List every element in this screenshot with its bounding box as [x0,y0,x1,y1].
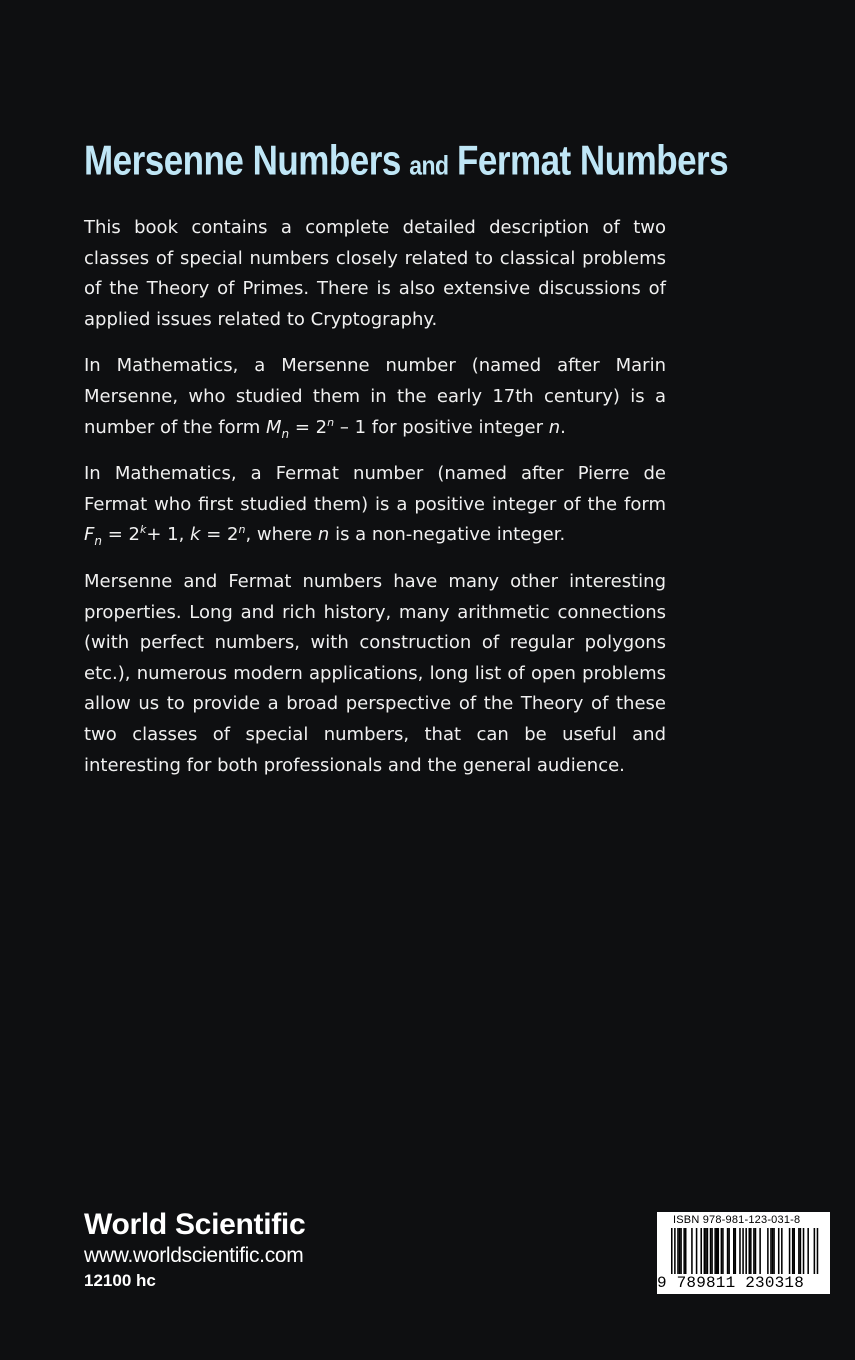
barcode-bar [798,1228,800,1274]
isbn-barcode [657,1212,830,1294]
title-part-fermat: Fermat Numbers [457,138,729,185]
product-code: 12100 hc [84,1271,156,1290]
title-part-mersenne: Mersenne Numbers [84,138,401,185]
barcode-bar [742,1228,744,1274]
barcode-bar [814,1228,816,1274]
barcode-bar [789,1228,791,1274]
barcode-bar [680,1228,682,1274]
fermat-definition-text: In Mathematics, a Fermat number (named after Pierre de Fermat who first studied them) is a positive integer of the form [84,463,666,515]
blurb-paragraph-fermat: In Mathematics, a Fermat number (named after Pierre de Fermat who first studied them) is a positive integer of the form $F_n = 2^k+ 1$, $k = 2^n$, where n is a non-negative integer. [84,463,666,549]
barcode-bar [722,1228,724,1274]
barcode-bar [781,1228,783,1274]
barcode-bar [674,1228,676,1274]
barcode-bar [749,1228,751,1274]
barcode-bar [685,1228,687,1274]
mersenne-definition-text: In Mathematics, a Mersenne number (named after Marin Mersenne, who studied them in the early 17th century) is a number of the form [84,355,666,438]
barcode-bar [778,1228,780,1274]
barcode-bar [770,1228,772,1274]
barcode-bar [793,1228,795,1274]
title-conjunction: and [409,149,449,181]
barcode-bar [767,1228,769,1274]
barcode-bar [792,1228,794,1274]
barcode-bar [739,1228,741,1274]
mersenne-formula-tail: for positive integer [371,416,543,438]
barcode-digits: 9 789811 230318 [657,1274,805,1292]
barcode-bar [733,1228,735,1274]
blurb-paragraph-mersenne: In Mathematics, a Mersenne number (named after Marin Mersenne, who studied them in the early 17th century) is a number of the form $M_n = 2^n - 1$ for positive integer n. [84,355,666,441]
blurb-paragraph-properties: Mersenne and Fermat numbers have many other interesting properties. Long and rich history, many arithmetic connections (with perfect numbers, with construction of regular polygons etc.), numerous modern applications, long list of open problems allow us to provide a broad perspective of the Theory of these two classes of special numbers, that can be useful and interesting for both professionals and the general audience. [84,570,666,776]
barcode-bar [718,1228,720,1274]
barcode-bar [759,1228,761,1274]
barcode-bar [677,1228,679,1274]
blurb [84,213,666,797]
fermat-formula: $F_n$ [84,524,102,549]
barcode-bar [711,1228,713,1274]
isbn-label: ISBN 978-981-123-031-8 [673,1214,801,1226]
barcode-bar [707,1228,709,1274]
barcode-bar [710,1228,712,1274]
barcode-bar [714,1228,716,1274]
barcode-bar [817,1228,819,1274]
barcode-bar [807,1228,809,1274]
blurb-paragraph-intro: This book contains a complete detailed description of two classes of special numbers closely related to classical problems of the Theory of Primes. There is also extensive discussions of applied issues related to Cryptography. [84,217,666,330]
barcode-bar [683,1228,685,1274]
barcode-bar [803,1228,805,1274]
fermat-formula-end: is a non-negative integer. [335,524,566,546]
barcode-bar [727,1228,729,1274]
barcode-bar [772,1228,774,1274]
barcode-bar [755,1228,757,1274]
mersenne-formula: $M_n$ [266,416,290,441]
barcode-bar [773,1228,775,1274]
barcode-bar [721,1228,723,1274]
barcode-bar [696,1228,698,1274]
barcode-bar [704,1228,706,1274]
barcode-bar [716,1228,718,1274]
barcode-bar [705,1228,707,1274]
barcode-bar [728,1228,730,1274]
barcode-bar [691,1228,693,1274]
publisher-url: www.worldscientific.com [84,1244,304,1267]
barcode-bar [735,1228,737,1274]
barcode-bar [753,1228,755,1274]
book-title [84,138,728,185]
barcode-bar [750,1228,752,1274]
barcode-bar [700,1228,702,1274]
barcode-bar [745,1228,747,1274]
publisher-name: World Scientific [84,1208,306,1241]
publisher-block [84,1208,305,1293]
barcode-bar [800,1228,802,1274]
barcode-bar [671,1228,673,1274]
fermat-formula-tail: where [256,524,313,546]
barcode-bar [679,1228,681,1274]
